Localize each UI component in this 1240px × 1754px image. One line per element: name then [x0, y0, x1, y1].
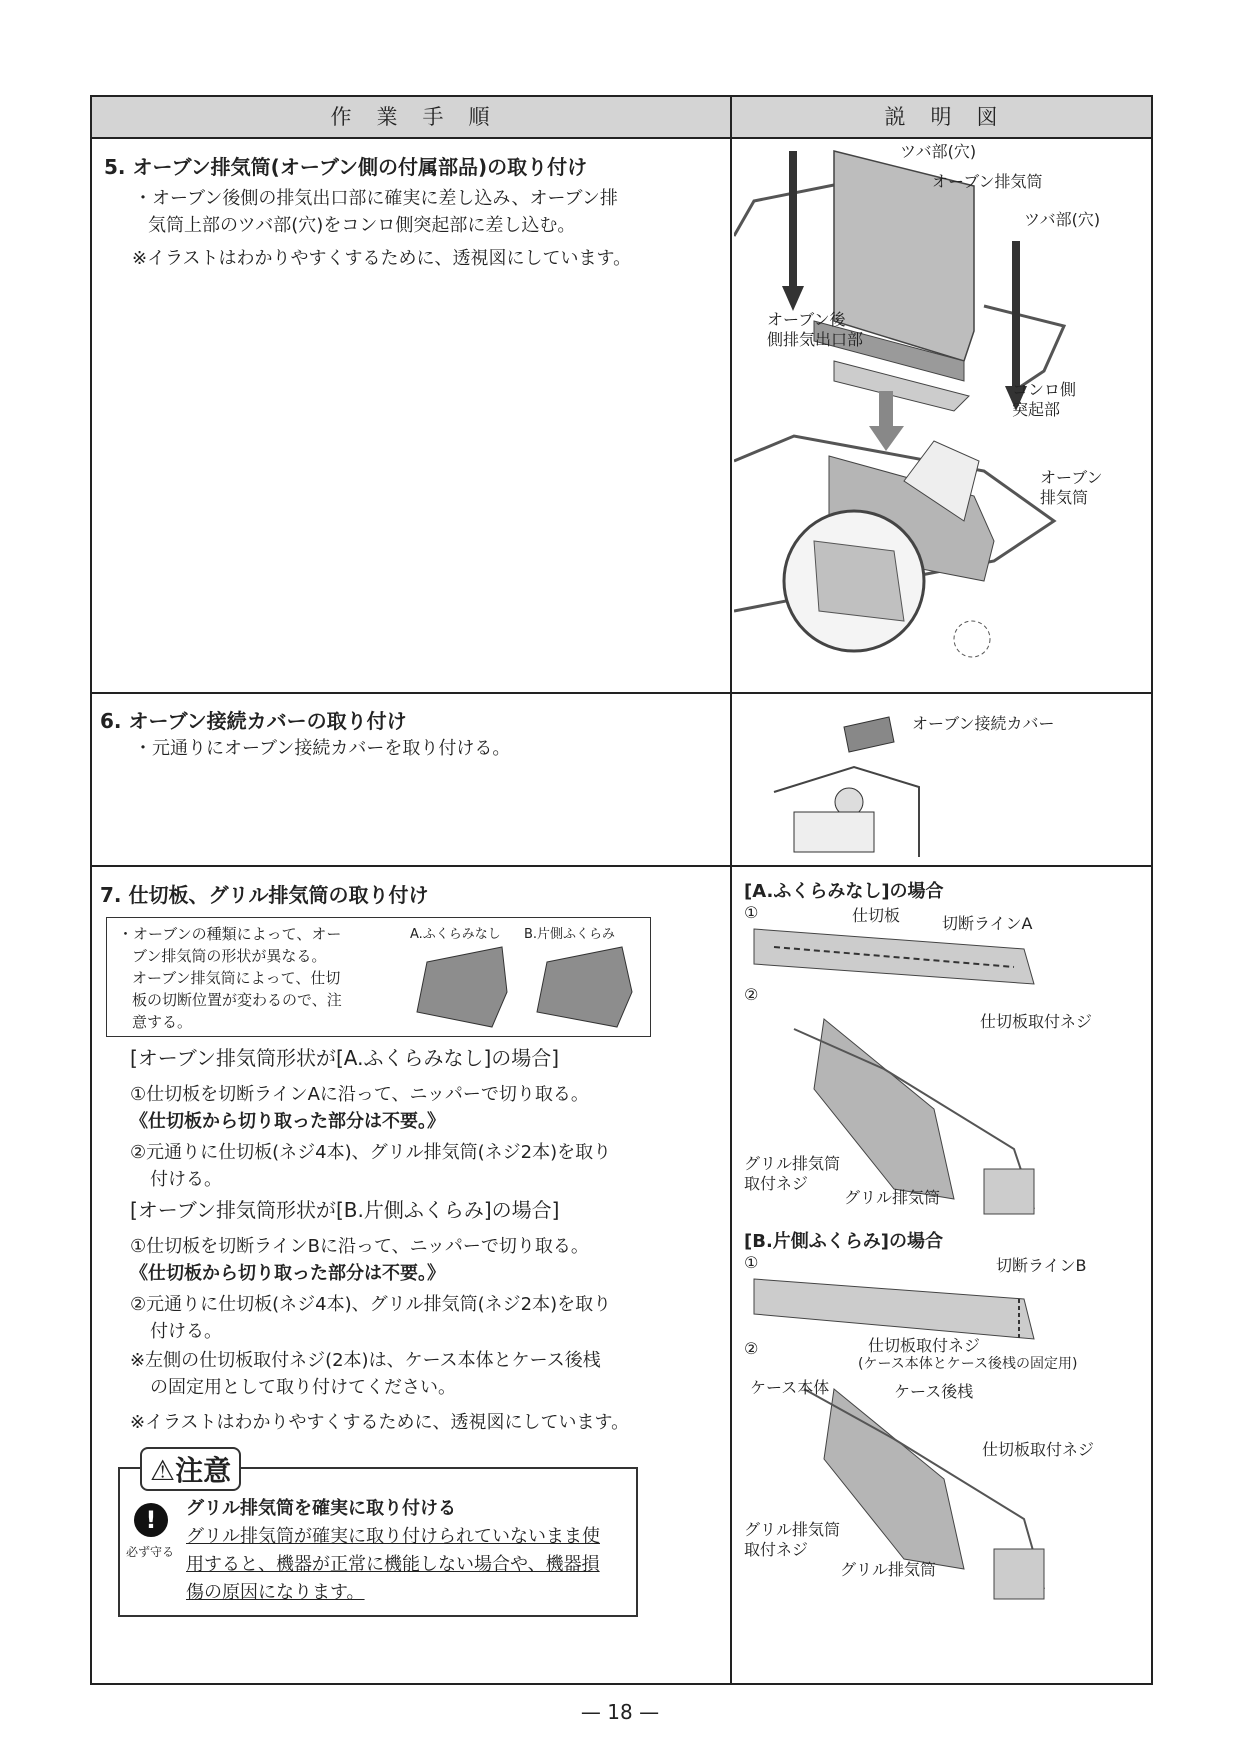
step5-note: ※イラストはわかりやすくするために、透視図にしています。 [132, 248, 632, 269]
fig-heading-A: [A.ふくらみなし]の場合 [744, 881, 944, 902]
case-A-step2-cont: 付ける。 [150, 1169, 222, 1190]
duct-type-illustration [407, 942, 647, 1034]
label-screw3: 仕切板取付ネジ [982, 1440, 1095, 1459]
case-A-step2: ②元通りに仕切板(ネジ4本)、グリル排気筒(ネジ2本)を取り [130, 1142, 612, 1163]
label-exhaust-outlet: オーブン後 [767, 310, 846, 329]
must-follow-icon: ! [134, 1503, 168, 1537]
label-stove-projection-cont: 突起部 [1012, 400, 1061, 419]
case-B-note: ※左側の仕切板取付ネジ(2本)は、ケース本体とケース後桟 [130, 1350, 601, 1371]
note-line3: オーブン排気筒によって、仕切 [132, 969, 341, 987]
caution-title: ⚠注意 [140, 1447, 241, 1491]
label-screw: 仕切板取付ネジ [980, 1012, 1093, 1031]
page-number: — 18 — [580, 1700, 660, 1724]
step7-title: 7. 仕切板、グリル排気筒の取り付け [100, 883, 429, 907]
table-header [92, 97, 1151, 137]
label-screw2-note: (ケース本体とケース後桟の固定用) [858, 1356, 1078, 1372]
caution-text2 [186, 1551, 600, 1578]
header-procedure: 作 業 手 順 [330, 105, 492, 129]
case-B-step2: ②元通りに仕切板(ネジ4本)、グリル排気筒(ネジ2本)を取り [130, 1294, 612, 1315]
label-oven-duct: オーブン排気筒 [932, 172, 1043, 191]
label-grill-screw: グリル排気筒 [744, 1154, 841, 1173]
label-rear-rail: ケース後桟 [894, 1382, 974, 1401]
divider [92, 865, 1151, 867]
label-grill-screw-cont: 取付ネジ [744, 1174, 809, 1193]
fig-num1: ① [744, 903, 759, 922]
label-typeA: A.ふくらみなし [410, 927, 501, 942]
label-lineB: 切断ラインB [996, 1256, 1087, 1275]
caution-text2-u: 用すると、機器が正常に機能しない場合や、機器損 [186, 1554, 600, 1575]
label-oven-cover: オーブン接続カバー [912, 714, 1055, 733]
label-screw2: 仕切板取付ネジ [868, 1336, 981, 1355]
header-illustration: 説 明 図 [884, 105, 1000, 129]
step5-title: 5. オーブン排気筒(オーブン側の付属部品)の取り付け [104, 155, 588, 179]
page-frame [90, 95, 1153, 1685]
divider [92, 692, 1151, 694]
must-follow-label: 必ず守る [126, 1545, 175, 1559]
note-line1: ・オーブンの種類によって、オー [118, 925, 342, 943]
label-case-body: ケース本体 [750, 1378, 830, 1397]
case-B-step2-cont: 付ける。 [150, 1321, 222, 1342]
label-exhaust-outlet-cont: 側排気出口部 [767, 330, 864, 349]
fig-num3: ① [744, 1253, 759, 1272]
label-tsuba2: ツバ部(穴) [1024, 210, 1101, 229]
case-A-heading: [オーブン排気筒形状が[A.ふくらみなし]の場合] [130, 1046, 560, 1070]
label-stove-projection: コンロ側 [1012, 380, 1077, 399]
note-line2: ブン排気筒の形状が異なる。 [132, 947, 327, 965]
caution-heading: グリル排気筒を確実に取り付ける [186, 1498, 456, 1519]
caution-text3 [186, 1579, 365, 1606]
case-B-step1-note: 《仕切板から切り取った部分は不要。》 [130, 1263, 445, 1284]
label-grill-duct: グリル排気筒 [844, 1188, 941, 1207]
fig-num2: ② [744, 985, 759, 1004]
label-grill-duct2: グリル排気筒 [840, 1560, 937, 1579]
divider [92, 137, 1151, 139]
case-B-note-cont: の固定用として取り付けてください。 [150, 1377, 456, 1398]
case-A-step1-note: 《仕切板から切り取った部分は不要。》 [130, 1111, 445, 1132]
step5-bullet-cont: 気筒上部のツバ部(穴)をコンロ側突起部に差し込む。 [148, 215, 576, 236]
fig-num4: ② [744, 1339, 759, 1358]
label-oven-duct2: オーブン [1040, 468, 1103, 487]
note-line5: 意する。 [132, 1013, 193, 1031]
fig-heading-B: [B.片側ふくらみ]の場合 [744, 1231, 944, 1252]
step5-bullet: ・オーブン後側の排気出口部に確実に差し込み、オーブン排 [134, 188, 618, 209]
column-divider [730, 97, 732, 1683]
caution-title-text: 注意 [175, 1454, 232, 1487]
case-A-step1: ①仕切板を切断ラインAに沿って、ニッパーで切り取る。 [130, 1084, 589, 1105]
label-oven-duct2-cont: 排気筒 [1040, 488, 1089, 507]
step7-illustration [734, 869, 1152, 1684]
label-lineA: 切断ラインA [942, 914, 1033, 933]
case-B-step1: ①仕切板を切断ラインBに沿って、ニッパーで切り取る。 [130, 1236, 589, 1257]
step6-bullet: ・元通りにオーブン接続カバーを取り付ける。 [134, 738, 511, 759]
label-tsuba1: ツバ部(穴) [900, 142, 977, 161]
step7-note: ※イラストはわかりやすくするために、透視図にしています。 [130, 1412, 630, 1433]
label-grill-screw2: グリル排気筒 [744, 1520, 841, 1539]
case-B-heading: [オーブン排気筒形状が[B.片側ふくらみ]の場合] [130, 1198, 560, 1222]
step6-title: 6. オーブン接続カバーの取り付け [100, 709, 407, 733]
label-shikiri: 仕切板 [852, 906, 901, 925]
label-grill-screw2-cont: 取付ネジ [744, 1540, 809, 1559]
caution-text1-u: グリル排気筒が確実に取り付けられていないまま使 [186, 1526, 600, 1547]
label-typeB: B.片側ふくらみ [524, 927, 616, 942]
caution-text1 [186, 1523, 600, 1550]
note-line4: 板の切断位置が変わるので、注 [132, 991, 342, 1009]
caution-text3-u: 傷の原因になります。 [186, 1582, 365, 1603]
